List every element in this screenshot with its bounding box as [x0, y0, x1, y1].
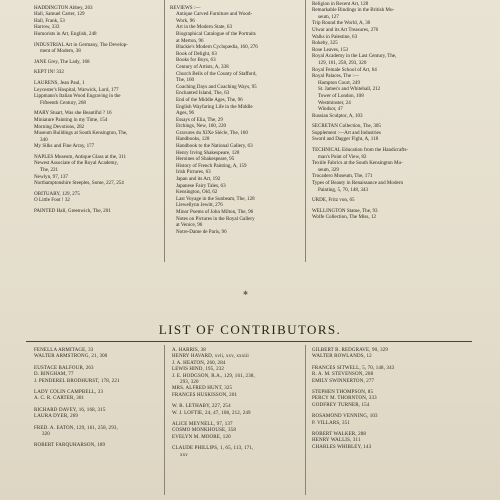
- contributor-entry: J. PENDEREL BRODHURST, 178, 221: [34, 378, 120, 384]
- contributor-entry: ROBERT WALKER, 288: [312, 432, 367, 438]
- contributor-entry: W. J. LOFTIE, 24, 47, 108, 212, 249: [172, 410, 251, 416]
- index-entry: at Merton, 96: [176, 37, 204, 44]
- index-entry: Last Voyage in the Sunbeam, The, 128: [176, 195, 255, 202]
- heading-rule: [26, 341, 472, 342]
- contributor-entry: EMILY SWINNERTON, 277: [312, 378, 375, 384]
- index-entry: seum, 127: [318, 13, 339, 20]
- index-entry: Essays of Elia, The, 29: [176, 116, 223, 123]
- contributor-entry: P. VILLARS, 351: [312, 420, 350, 426]
- index-entry: seum, 329: [318, 166, 339, 173]
- index-entry: Walks in Palestine, 63: [312, 33, 358, 40]
- contributors-column-2: [172, 348, 255, 459]
- index-entry: Books for Boys, 63: [176, 57, 216, 64]
- index-entry: St. James's and Whitehall, 212: [318, 86, 381, 93]
- contributor-entry: J. E. HODGSON, R.A., 129, 161, 238,: [172, 373, 255, 379]
- index-entry: Remarkable Bindings in the British Mu-: [312, 7, 395, 14]
- index-entry: WELLINGTON Statue, The, 93: [312, 207, 378, 214]
- index-entry: Notes on Pictures in the Royal Gallery: [176, 215, 255, 222]
- index-entry: Handbook to the National Gallery, 63: [176, 143, 253, 150]
- column-rule-2: [305, 0, 306, 262]
- contributor-entry: J. A. HEATON, 260, 284: [172, 360, 226, 366]
- index-entry: Irish Pictures, 63: [176, 169, 211, 176]
- index-entry: TECHNICAL Education from the Handicrafts-: [312, 147, 408, 154]
- index-entry: Gravures du XIXe Siècle, The, 160: [176, 129, 248, 136]
- index-entry: Kensington, Old, 62: [176, 189, 218, 196]
- index-entry: Heroines of Shakespeare, 95: [176, 156, 235, 163]
- index-entry: Harrow, 333: [34, 24, 60, 31]
- index-entry: Century of Artists, A, 338: [176, 63, 229, 70]
- index-entry: End of the Middle Ages, The, 96: [176, 96, 243, 103]
- contributor-entry: STEPHEN THOMPSON, 85: [312, 390, 374, 396]
- contributor-entry: GILBERT R. REDGRAVE, 90, 329: [312, 348, 389, 353]
- index-entry: Blackie's Modern Cyclopædia, 160, 276: [176, 44, 258, 51]
- contributor-entry: xxv: [180, 452, 188, 458]
- contributor-entry: WALTER ARMSTRONG, 21, 300: [34, 354, 108, 360]
- contributor-entry: LAURA DYER, 269: [34, 414, 79, 420]
- contributor-entry: W. R. LETHABY, 227, 254: [172, 404, 231, 410]
- index-entry: Leycester's Hospital, Warwick, Lord, 177: [34, 86, 119, 93]
- index-column-3: [312, 0, 408, 221]
- index-entry: at Venice, 96: [176, 222, 203, 229]
- index-entry: 129, 161, 258, 293, 320: [318, 59, 367, 66]
- index-entry: Art in the Modern State, 63: [176, 24, 233, 31]
- index-entry: PAINTED Hall, Greenwich, The, 201: [34, 208, 111, 215]
- index-entry: Work, 96: [176, 17, 195, 24]
- contributor-entry: PERCY M. THORNTON, 333: [312, 396, 377, 402]
- index-entry: Handbooks, 128: [176, 136, 210, 143]
- contributor-entry: MRS. ALFRED HUNT, 325: [172, 386, 233, 392]
- contributors-column-3: [312, 348, 394, 451]
- contributor-entry: RICHARD DAVEY, 16, 168, 315: [34, 407, 106, 413]
- ornament-star: ✱: [243, 291, 250, 297]
- contributor-entry: FRANCES SITWELL, 5, 70, 148, 343: [312, 365, 395, 371]
- index-entry: MARY Stuart, Was she Beautiful ? 16: [34, 110, 112, 117]
- contributor-entry: 293, 320: [180, 380, 199, 386]
- contributors-rule-2: [305, 345, 306, 495]
- index-entry: Royal Academy in the Last Century, The,: [312, 53, 397, 60]
- index-entry: Japanese Fairy Tales, 63: [176, 182, 226, 189]
- contributor-entry: LADY COLIN CAMPBELL, 33: [34, 390, 104, 396]
- index-entry: Trocadero Museum, The, 171: [312, 173, 373, 180]
- contributor-entry: CHARLES WHIBLEY, 143: [312, 444, 372, 450]
- index-entry: Types of Beauty in Renaissance and Modern: [312, 180, 404, 187]
- contributor-entry: CLAUDE PHILLIPS, 1, 65, 113, 171,: [172, 446, 254, 452]
- index-entry: Etchings, New, 160, 220: [176, 123, 227, 130]
- contributor-entry: COSMO MONKHOUSE, 358: [172, 428, 236, 434]
- index-entry: Rose Leaves, 153: [312, 46, 349, 53]
- index-entry: man's Point of View, 82: [318, 153, 367, 160]
- index-entry: Northamptonshire Steeples, Some, 227, 254: [34, 180, 124, 187]
- index-entry: Hampton Court, 249: [318, 79, 361, 86]
- index-entry: URDE, Fritz von, 65: [312, 197, 355, 204]
- contributor-entry: FENELLA ARMITAGE, 33: [34, 348, 94, 353]
- index-entry: The, 160: [176, 77, 195, 84]
- contributors-column-1: [34, 348, 120, 450]
- index-entry: Westminster, 24: [318, 99, 351, 106]
- index-entry: 340: [40, 136, 48, 143]
- contributor-entry: LEWIS HIND, 195, 232: [172, 367, 225, 373]
- index-entry: The, 221: [40, 167, 59, 174]
- index-entry: Wolfe Collection, The Miss, 12: [312, 214, 377, 221]
- index-entry: SECRETAN Collection, The, 305: [312, 123, 381, 130]
- index-entry: Antique Carved Furniture and Wood-: [176, 11, 253, 18]
- contributor-entry: D. BINGHAM, 77: [34, 372, 74, 378]
- index-entry: Ulwar and its Art Treasures, 276: [312, 26, 379, 33]
- index-entry: Biographical Catalogue of the Portraits: [176, 30, 256, 37]
- index-entry: Minor Poems of John Milton, The, 96: [176, 209, 254, 215]
- index-entry: LAURENS, Jean Paul, 1: [34, 79, 85, 86]
- contributor-entry: A. HARRIS, 38: [172, 348, 206, 353]
- index-entry: Windsor, 47: [318, 106, 343, 113]
- index-entry: Royal Palaces, The :—: [312, 73, 359, 80]
- index-entry: Llewellynn Jewitt, 276: [176, 202, 223, 209]
- index-entry: Textile Fabrics at the South Kensington Mu-: [312, 160, 403, 167]
- index-entry: Miniature Painting in my Time, 154: [34, 116, 108, 123]
- contributor-entry: EUSTACE BALFOUR, 263: [34, 365, 94, 371]
- index-entry: Enchanted Island, The, 63: [176, 90, 230, 97]
- index-entry: Hall, Frank, 53: [34, 17, 65, 24]
- index-entry: Morning Devotions, 282: [34, 123, 85, 130]
- index-entry: O Little Foot ! 32: [34, 197, 70, 204]
- index-entry: HADDINGTON Abbey, 263: [34, 4, 93, 11]
- index-entry: Museum Buildings at South Kensington, The,: [34, 130, 128, 137]
- index-entry: Newest Associate of the Royal Academy,: [34, 160, 118, 167]
- index-entry: Sword and Dagger Fight, A, 118: [312, 136, 379, 143]
- index-entry: Henry Irving Shakespeare, 128: [176, 149, 240, 156]
- contributor-entry: ALICE MEYNELL, 97, 137: [172, 422, 233, 428]
- index-entry: ment of Modern, 38: [40, 48, 81, 55]
- index-entry: English Wayfaring Life in the Middle: [176, 103, 253, 110]
- index-entry: Newlyn, 97, 137: [34, 173, 68, 180]
- contributor-entry: FRED. A. EATON, 129, 161, 258, 293,: [34, 425, 118, 431]
- contributor-entry: 320: [42, 432, 50, 438]
- contributors-rule-1: [164, 345, 165, 495]
- index-entry: Fifteenth Century, 268: [40, 99, 86, 106]
- index-entry: Supplement :—Art and Industries: [312, 129, 381, 136]
- contributor-entry: HENRY WALLIS, 311: [312, 438, 361, 444]
- index-entry: Lippmann's Italian Wood Engraving in the: [34, 93, 121, 100]
- index-entry: Notre-Dame de Paris, 96: [176, 228, 227, 235]
- index-entry: History of French Painting, A, 159: [176, 162, 247, 169]
- index-entry: Religion in Recent Art, 128: [312, 0, 369, 7]
- index-entry: Japan and its Art, 192: [176, 176, 221, 183]
- index-entry: Rokeby, 325: [312, 40, 338, 47]
- index-entry: Ages, 96: [176, 110, 195, 117]
- index-entry: Coaching Days and Coaching Ways, 95: [176, 83, 257, 90]
- index-entry: Hall, Samuel Carter, 129: [34, 11, 85, 18]
- index-column-1: [34, 0, 128, 215]
- contributor-entry: EVELYN M. MOORE, 120: [172, 434, 231, 440]
- index-entry: Painting, 5, 70, 148, 343: [318, 186, 369, 193]
- index-column-2: [170, 0, 258, 235]
- index-entry: Russian Sculptor, A, 103: [312, 112, 363, 119]
- index-entry: NAPLES Museum, Antique Glass at the, 311: [34, 153, 127, 160]
- column-rule-1: [164, 0, 165, 262]
- contributor-entry: A. C. R. CARTER, 301: [34, 396, 85, 402]
- index-entry: OBITUARY, 129, 275: [34, 190, 80, 197]
- index-entry: Tower of London, 108: [318, 92, 364, 99]
- contributor-entry: FRANCES HUSKISSON, 201: [172, 392, 238, 398]
- index-entry: Book of Delight, 63: [176, 50, 217, 57]
- index-entry: KEPT IN! 332: [34, 69, 64, 76]
- index-entry: JANE Grey, The Lady, 168: [34, 58, 90, 65]
- index-entry: INDUSTRIAL Art in Germany, The Develop-: [34, 41, 128, 48]
- index-entry: My Silks and Fine Array, 177: [34, 143, 95, 150]
- index-entry: Royal Female School of Art, 64: [312, 66, 377, 73]
- contributor-entry: R. A. M. STEVENSON, 208: [312, 372, 374, 378]
- contributor-entry: GODFREY TURNER, 154: [312, 402, 370, 408]
- index-entry: Trip Round the World, A, 30: [312, 20, 371, 27]
- index-entry: REVIEWS :—: [170, 4, 201, 11]
- contributors-heading: LIST OF CONTRIBUTORS.: [158, 322, 342, 337]
- index-entry: Church Bells of the County of Stafford,: [176, 70, 257, 77]
- contributor-entry: HENRY HAVARD, xvii, xxv, xxxiii: [172, 354, 249, 360]
- index-entry: Humorists in Art, English, 248: [34, 30, 97, 37]
- contributor-entry: WALTER ROWLANDS, 12: [312, 354, 372, 360]
- contributor-entry: ROSAMOND VENNING, 103: [312, 414, 378, 420]
- contributor-entry: ROBERT FARQUHARSON, 189: [34, 443, 106, 449]
